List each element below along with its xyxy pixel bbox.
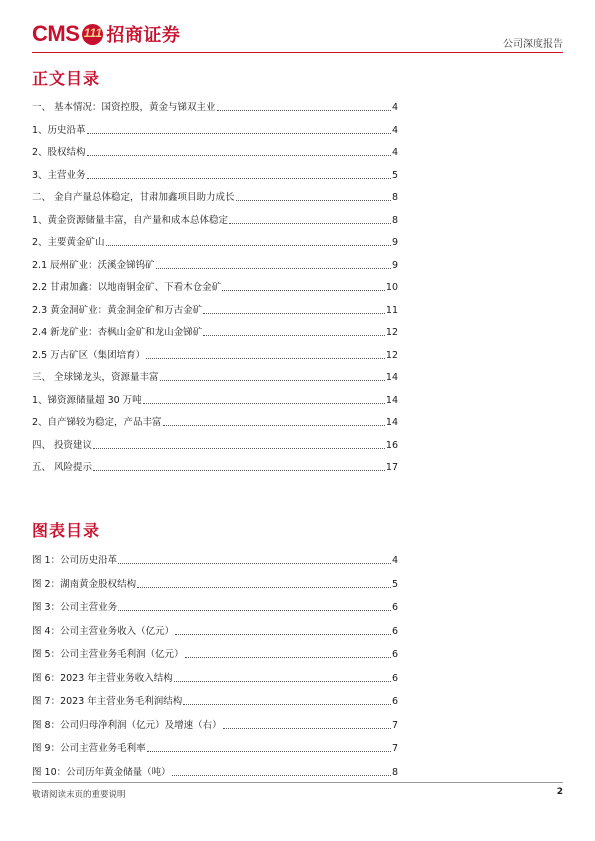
toc-dot-leader (156, 268, 391, 269)
toc-entry[interactable] (32, 415, 398, 429)
figure-toc-entry[interactable] (32, 647, 398, 661)
toc-page-number: 4 (391, 102, 398, 113)
toc-entry-text: 1、锑资源储量超 30 万吨 (32, 394, 142, 406)
toc-entry-text: 图 9：公司主营业务毛利率 (32, 743, 146, 754)
toc-entry[interactable] (32, 190, 398, 204)
toc-entry[interactable] (32, 438, 398, 452)
toc-page-number: 12 (385, 327, 398, 338)
toc-entry-text: 2.4 新龙矿业：杏枫山金矿和龙山金锑矿 (32, 327, 203, 338)
toc-dot-leader (160, 380, 385, 381)
toc-page-number: 8 (391, 766, 398, 778)
toc-entry[interactable] (32, 348, 398, 362)
toc-page-number: 6 (391, 602, 398, 613)
toc-entry-text: 四、 投资建议 (32, 439, 93, 451)
toc-dot-leader (118, 563, 391, 564)
page-number: 2 (556, 787, 563, 797)
figure-toc-entry[interactable] (32, 741, 398, 755)
toc-entry-text: 1、历史沿革 (32, 124, 86, 136)
toc-page-number: 10 (385, 282, 398, 293)
toc-page-number: 8 (391, 214, 398, 226)
toc-dot-leader (229, 223, 391, 224)
cms-logo (32, 20, 180, 48)
toc-entry[interactable] (32, 325, 398, 339)
toc-dot-leader (185, 657, 391, 658)
toc-dot-leader (175, 634, 391, 635)
toc-entry-text: 2.2 甘肃加鑫：以地南铜金矿、下看木仓金矿 (32, 282, 222, 293)
figure-toc-entry[interactable] (32, 718, 398, 732)
logo-badge-icon (82, 24, 103, 45)
toc-dot-leader (146, 358, 385, 359)
toc-dot-leader (93, 470, 385, 471)
toc-entry-text: 图 8：公司归母净利润（亿元）及增速（右） (32, 719, 222, 731)
toc-dot-leader (223, 728, 391, 729)
toc-page-number: 4 (391, 147, 398, 158)
toc-dot-leader (87, 178, 391, 179)
toc-page-number: 14 (385, 372, 398, 383)
toc-entry-text: 图 3：公司主营业务 (32, 602, 118, 613)
figure-toc-entry[interactable] (32, 694, 398, 708)
toc-page-number: 7 (391, 719, 398, 731)
toc-page-number: 6 (391, 625, 398, 637)
toc-entry-text: 2、自产锑较为稳定，产品丰富 (32, 417, 162, 428)
toc-entry[interactable] (32, 213, 398, 227)
toc-entry-text: 图 4：公司主营业务收入（亿元） (32, 625, 175, 637)
figure-toc-entry[interactable] (32, 577, 398, 591)
toc-page-number: 5 (391, 169, 398, 181)
disclaimer-note: 敬请阅读末页的重要说明 (32, 790, 126, 800)
page-header (32, 16, 563, 52)
figure-toc-entry[interactable] (32, 624, 398, 638)
toc-entry-text: 3、主营业务 (32, 169, 86, 181)
toc-entry-text: 二、 金自产量总体稳定，甘肃加鑫项目助力成长 (32, 192, 235, 203)
toc-page-number: 12 (385, 349, 398, 361)
toc-entry-text: 1、黄金资源储量丰富，自产量和成本总体稳定 (32, 214, 229, 226)
toc-entry[interactable] (32, 370, 398, 384)
toc-page-number: 8 (391, 192, 398, 203)
toc-entry[interactable] (32, 280, 398, 294)
toc-page-number: 4 (391, 555, 398, 566)
toc-entry[interactable] (32, 100, 398, 114)
toc-dot-leader (163, 425, 385, 426)
toc-dot-leader (172, 775, 391, 776)
toc-page-number: 9 (391, 237, 398, 248)
toc-page-number: 14 (385, 417, 398, 428)
report-type-label: 公司深度报告 (503, 39, 563, 50)
logo-badge-text: 111 (83, 25, 103, 40)
toc-page-number: 9 (391, 259, 398, 271)
toc-dot-leader (203, 313, 385, 314)
toc-page-number: 6 (391, 672, 398, 684)
toc-entry[interactable] (32, 258, 398, 272)
toc-entry-text: 三、 全球锑龙头，资源量丰富 (32, 372, 159, 383)
figure-toc-entry[interactable] (32, 600, 398, 614)
toc-page-number: 6 (391, 696, 398, 707)
toc-entry-text: 一、 基本情况：国资控股，黄金与锑双主业 (32, 102, 216, 113)
toc-dot-leader (137, 587, 391, 588)
toc-dot-leader (87, 155, 391, 156)
toc-page-number: 16 (385, 439, 398, 451)
toc-page-number: 17 (385, 462, 398, 473)
toc-entry-text: 2.3 黄金洞矿业：黄金洞金矿和万古金矿 (32, 304, 203, 316)
toc-dot-leader (203, 335, 385, 336)
toc-entry[interactable] (32, 235, 398, 249)
toc-entry[interactable] (32, 393, 398, 407)
toc-entry-text: 2.5 万古矿区（集团培育） (32, 349, 146, 361)
toc-entry-text: 2、股权结构 (32, 147, 86, 158)
toc-entry-text: 图 6：2023 年主营业务收入结构 (32, 672, 173, 684)
toc-dot-leader (222, 290, 385, 291)
toc-entry[interactable] (32, 145, 398, 159)
toc-entry-text: 2、主要黄金矿山 (32, 237, 105, 248)
header-divider (32, 52, 563, 53)
toc-entry-text: 2.1 辰州矿业：沃溪金锑钨矿 (32, 259, 155, 271)
figure-toc-entry[interactable] (32, 553, 398, 567)
toc-page-number: 6 (391, 649, 398, 660)
toc-dot-leader (87, 133, 391, 134)
main-toc-title: 正文目录 (32, 69, 101, 88)
toc-page-number: 4 (391, 124, 398, 136)
toc-entry[interactable] (32, 460, 398, 474)
toc-dot-leader (217, 110, 391, 111)
toc-dot-leader (93, 448, 385, 449)
toc-entry-text: 图 7：2023 年主营业务毛利润结构 (32, 696, 183, 707)
toc-entry-text: 图 2：湖南黄金股权结构 (32, 578, 137, 590)
toc-dot-leader (147, 751, 391, 752)
toc-dot-leader (236, 200, 391, 201)
toc-dot-leader (118, 610, 391, 611)
figure-toc-entry[interactable] (32, 671, 398, 685)
toc-dot-leader (143, 403, 385, 404)
logo-latin-text: CMS (32, 21, 80, 46)
toc-entry[interactable] (32, 168, 398, 182)
toc-entry-text: 图 1：公司历史沿革 (32, 555, 118, 566)
toc-dot-leader (183, 704, 391, 705)
toc-page-number: 11 (385, 304, 398, 316)
toc-entry[interactable] (32, 123, 398, 137)
toc-page-number: 14 (385, 394, 398, 406)
footer-divider (32, 782, 563, 783)
figure-toc-entry[interactable] (32, 765, 398, 779)
figure-toc-title: 图表目录 (32, 521, 101, 540)
toc-entry-text: 图 5：公司主营业务毛利润（亿元） (32, 649, 184, 660)
toc-entry[interactable] (32, 303, 398, 317)
toc-page-number: 5 (391, 578, 398, 590)
toc-dot-leader (174, 681, 391, 682)
toc-page-number: 7 (391, 743, 398, 754)
toc-entry-text: 图 10：公司历年黄金储量（吨） (32, 766, 171, 778)
toc-dot-leader (106, 245, 391, 246)
logo-chinese-text: 招商证券 (106, 25, 181, 46)
toc-entry-text: 五、 风险提示 (32, 462, 93, 473)
